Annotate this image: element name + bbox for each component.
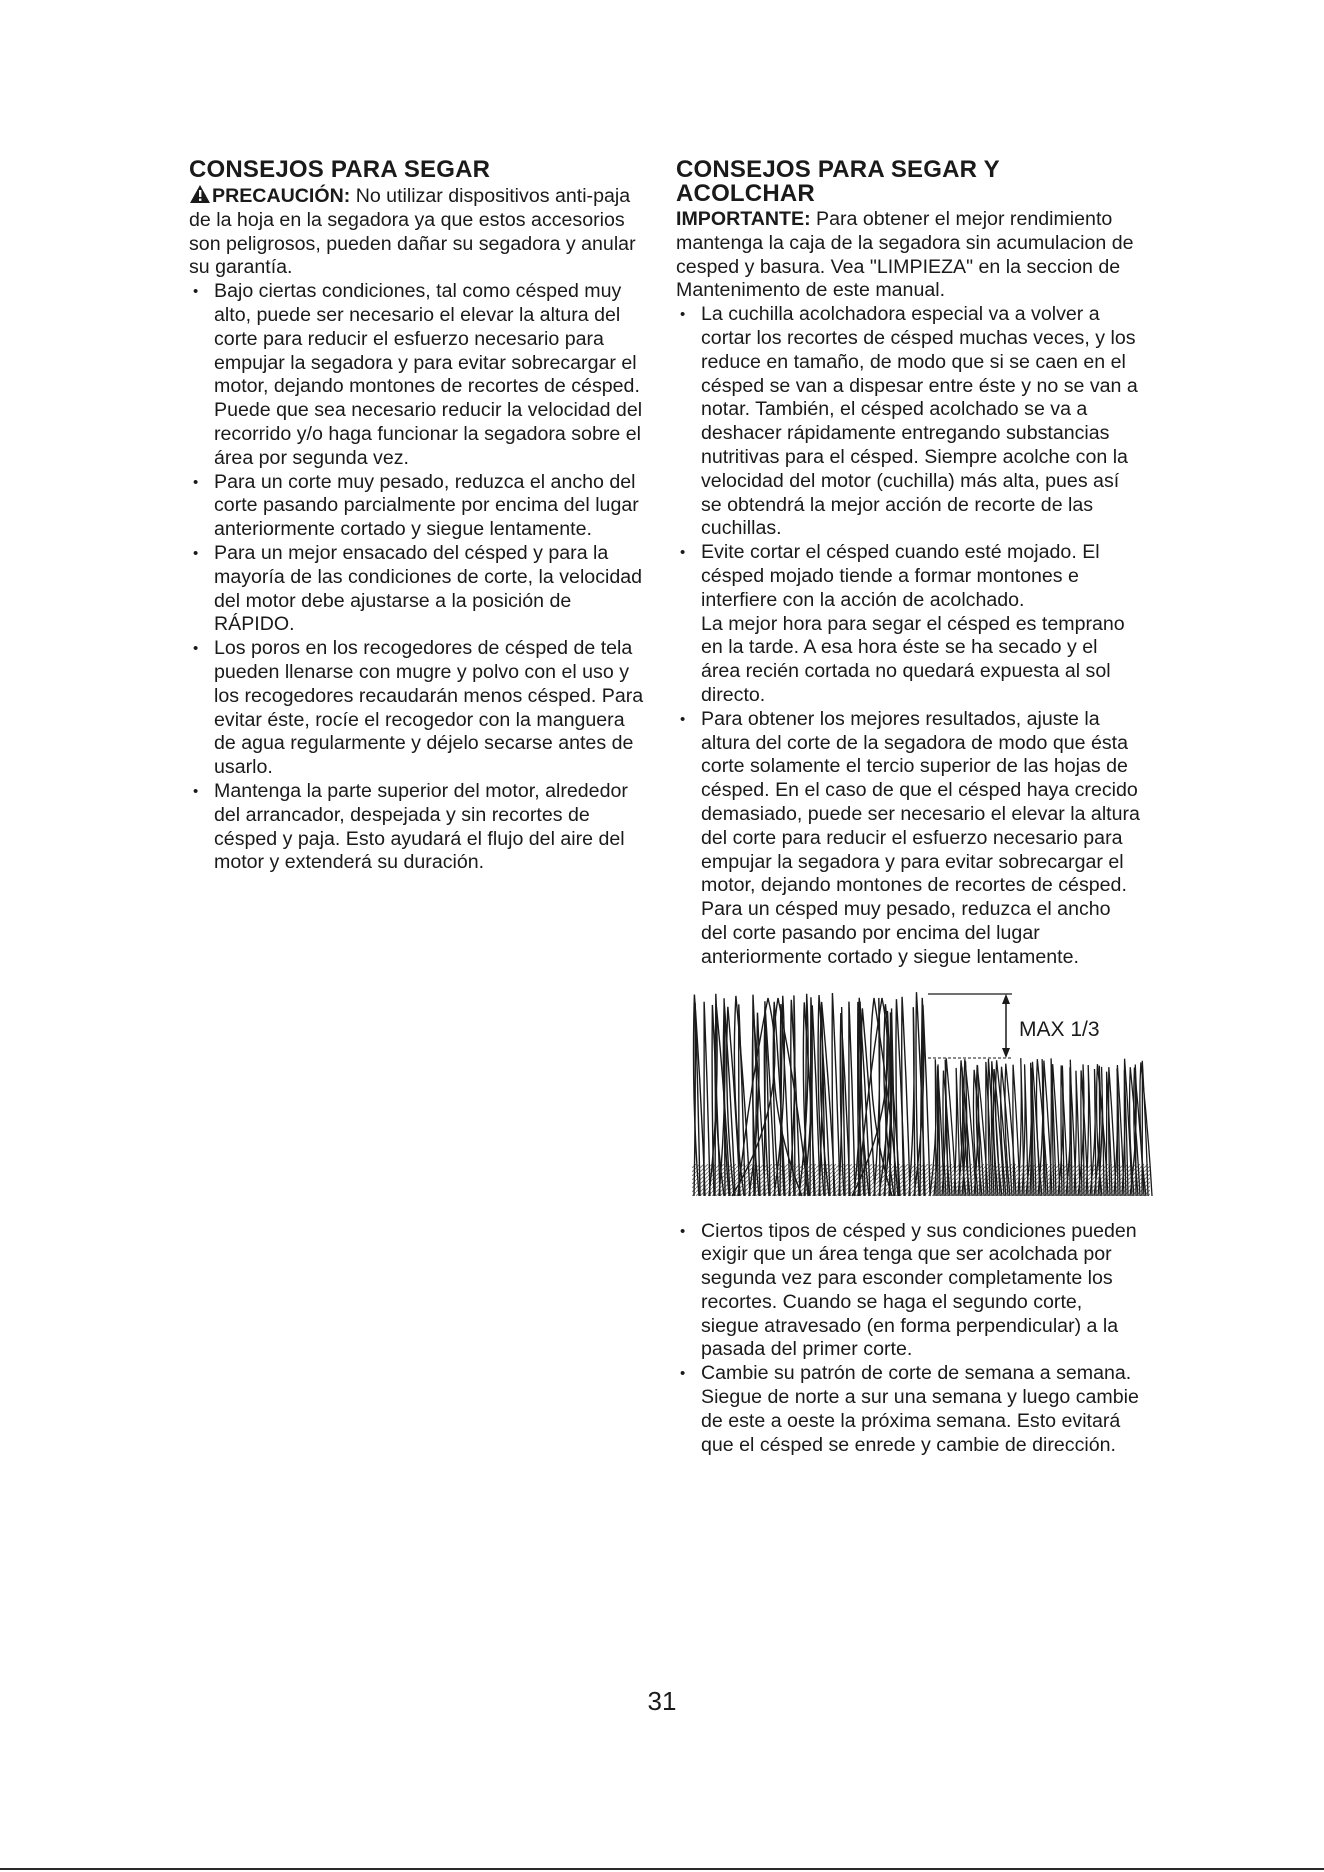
bullet-mark: • bbox=[680, 1222, 686, 1240]
important-label: IMPORTANTE: bbox=[676, 208, 811, 230]
bullet-mark: • bbox=[193, 782, 199, 800]
page-number: 31 bbox=[647, 1686, 677, 1716]
section-heading-mulching-tips: CONSEJOS PARA SEGAR Y ACOLCHAR bbox=[676, 156, 1000, 207]
list-item-text: Para obtener los mejores resultados, ajuste la altura del corte de la segadora de modo que ésta corte solamente el tercio superior de las hojas de césped. En el caso de que el césped haya crecido demasiado, puede ser necesario el elevar la altura del corte para reducir el esfuerzo necesario para empujar la segadora y para evitar sobrecargar el motor, dejando montones de recortes de césped. bbox=[701, 707, 1140, 897]
list-item bbox=[189, 637, 651, 780]
arrow-up-icon bbox=[1002, 994, 1010, 1004]
list-item bbox=[676, 541, 1142, 708]
list-item-continuation: Para un césped muy pesado, reduzca el ancho del corte pasando por encima del lugar anteriormente cortado y siegue lentamente. bbox=[701, 898, 1111, 968]
list-item-text: Bajo ciertas condiciones, tal como césped muy alto, puede ser necesario el elevar la altura del corte para reducir el esfuerzo necesario para empujar la segadora y para evitar sobrecargar el motor, dejando montones de recortes de césped. Puede que sea necesario reducir la velocidad del recorrido y/o haga funcionar la segadora sobre el área por segunda vez. bbox=[214, 280, 643, 469]
section-heading-mowing-tips: CONSEJOS PARA SEGAR bbox=[189, 156, 491, 183]
bullet-mark: • bbox=[680, 710, 686, 728]
grass-cut-height-illustration bbox=[692, 988, 1154, 1198]
left-column bbox=[189, 158, 651, 875]
list-item bbox=[189, 280, 651, 470]
warning-triangle-icon bbox=[189, 184, 211, 204]
left-bullet-list bbox=[189, 280, 651, 875]
list-item-text: Mantenga la parte superior del motor, alrededor del arrancador, despejada y sin recortes de césped y paja. Esto ayudará el flujo del aire del motor y extenderá su duración. bbox=[214, 779, 628, 874]
list-item bbox=[189, 471, 651, 542]
bullet-mark: • bbox=[193, 283, 199, 301]
list-item bbox=[189, 542, 651, 637]
important-paragraph bbox=[676, 208, 1142, 303]
list-item-text: La cuchilla acolchadora especial va a volver a cortar los recortes de césped muchas veces, y los reduce en tamaño, de modo que si se caen en el césped se van a dispesar entre éste y no se van a notar. También, el césped acolchado se va a deshacer rápidamente entregando substancias nutritivas para el césped. Siempre acolche con la velocidad del motor (cuchilla) más alta, pues así se obtendrá la mejor acción de recorte de las cuchillas. bbox=[701, 303, 1138, 540]
list-item-continuation: La mejor hora para segar el césped es temprano en la tarde. A esa hora éste se ha secado y el área recién cortada no quedará expuesta al sol directo. bbox=[701, 612, 1125, 706]
caution-text: No utilizar dispositivos anti-paja de la hoja en la segadora ya que estos accesorios son peligrosos, pueden dañar su segadora y anular su garantía. bbox=[189, 185, 636, 279]
list-item-text: Para un corte muy pesado, reduzca el ancho del corte pasando parcialmente por encima del lugar anteriormente cortado y siegue lentamente. bbox=[214, 470, 639, 541]
bullet-mark: • bbox=[680, 1365, 686, 1383]
right-column bbox=[676, 158, 1142, 1457]
list-item bbox=[676, 1362, 1142, 1457]
right-bullet-list-top bbox=[676, 303, 1142, 969]
bullet-mark: • bbox=[680, 544, 686, 562]
caution-paragraph bbox=[189, 184, 651, 280]
right-bullet-list-bottom bbox=[676, 1220, 1142, 1458]
list-item bbox=[676, 303, 1142, 541]
list-item-text: Para un mejor ensacado del césped y para la mayoría de las condiciones de corte, la velocidad del motor debe ajustarse a la posición de RÁPIDO. bbox=[214, 541, 643, 636]
bullet-mark: • bbox=[193, 473, 199, 491]
list-item bbox=[676, 708, 1142, 970]
list-item-text: Los poros en los recogedores de césped de tela pueden llenarse con mugre y polvo con el uso y los recogedores recaudarán menos césped. Para evitar éste, rocíe el recogedor con la manguera de agua regularmente y déjelo secarse antes de usarlo. bbox=[214, 637, 644, 779]
important-text: Para obtener el mejor rendimiento mantenga la caja de la segadora sin acumulacion de cesped y basura. Vea "LIMPIEZA" en la seccion de Mantenimento de este manual. bbox=[676, 208, 1134, 302]
bottom-divider bbox=[0, 1868, 1324, 1870]
bullet-mark: • bbox=[193, 544, 199, 562]
list-item bbox=[676, 1220, 1142, 1363]
list-item bbox=[189, 780, 651, 875]
bullet-mark: • bbox=[680, 306, 686, 324]
caution-label: PRECAUCIÓN: bbox=[212, 185, 351, 207]
max-cut-label: MAX 1/3 bbox=[1019, 1017, 1100, 1041]
list-item-text: Cambie su patrón de corte de semana a semana. Siegue de norte a sur una semana y luego cambie de este a oeste la próxima semana. Esto evitará que el césped se enrede y cambie de dirección. bbox=[701, 1362, 1139, 1456]
arrow-down-icon bbox=[1002, 1048, 1010, 1058]
list-item-text: Ciertos tipos de césped y sus condiciones pueden exigir que un área tenga que ser acolchada por segunda vez para esconder completamente los recortes. Cuando se haga el segundo corte, siegue atravesado (en forma perpendicular) a la pasada del primer corte. bbox=[701, 1219, 1137, 1361]
bullet-mark: • bbox=[193, 640, 199, 658]
list-item-text: Evite cortar el césped cuando esté mojado. El césped mojado tiende a formar montones e interfiere con la acción de acolchado. bbox=[701, 541, 1100, 611]
